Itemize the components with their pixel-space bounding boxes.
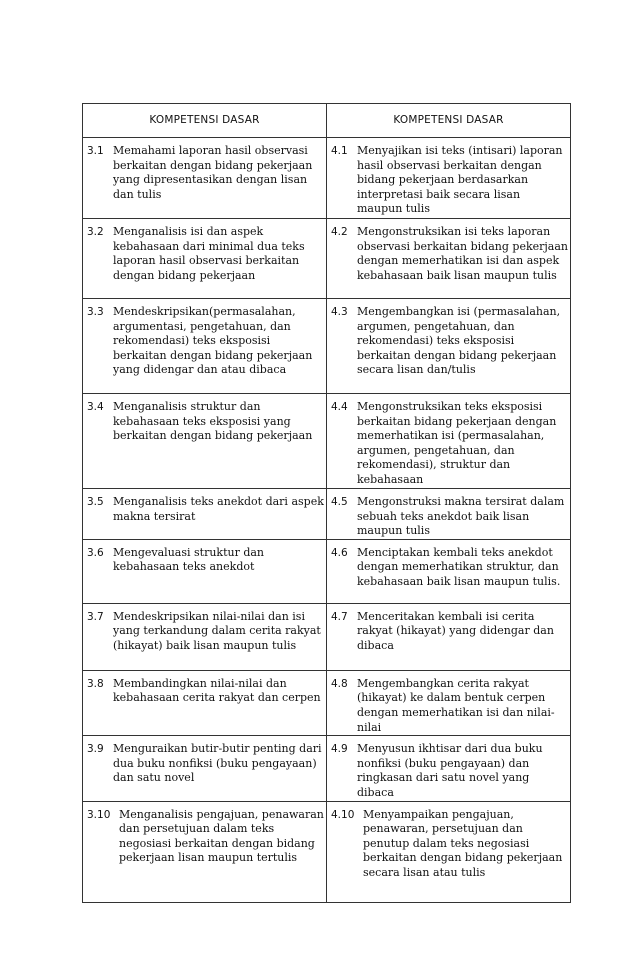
kd-text: Menganalisis isi dan aspek kebahasaan dari minimal dua teks laporan hasil observasi berkaitan dengan bidang pekerjaan	[113, 225, 305, 282]
table-row	[83, 736, 571, 801]
kd-cell-right	[327, 489, 571, 540]
kd-number: 3.5	[87, 496, 104, 508]
kd-item	[87, 610, 324, 654]
kd-item	[331, 305, 568, 378]
kd-item	[331, 742, 568, 800]
kd-item	[87, 546, 324, 575]
table-row	[83, 670, 571, 735]
kd-item	[87, 742, 324, 786]
kd-text: Mendeskripsikan(permasalahan, argumentasi, pengetahuan, dan rekomendasi) teks eksposisi berkaitan dengan bidang pekerjaan yang didengar dan atau dibaca	[113, 305, 313, 377]
kd-text: Menganalisis struktur dan kebahasaan teks eksposisi yang berkaitan dengan bidang pekerjaan	[113, 400, 313, 443]
kd-item	[331, 495, 568, 539]
kd-cell-left	[83, 489, 327, 540]
kd-item	[87, 808, 324, 866]
kd-cell-left	[83, 801, 327, 902]
kd-item	[87, 677, 324, 706]
kd-text: Mengonstruksikan isi teks laporan observasi berkaitan bidang pekerjaan dengan memerhatikan isi dan aspek kebahasaan baik lisan maupun tulis	[357, 225, 568, 282]
kd-number: 4.9	[331, 743, 348, 756]
table-row	[83, 299, 571, 394]
kd-cell-left	[83, 670, 327, 735]
table-row	[83, 603, 571, 670]
kd-cell-right	[327, 603, 571, 670]
kd-text: Mengonstruksi makna tersirat dalam sebuah teks anekdot baik lisan maupun tulis	[357, 495, 565, 538]
kd-number: 3.7	[87, 610, 104, 623]
kd-item	[331, 144, 568, 217]
kd-text: Menganalisis pengajuan, penawaran dan persetujuan dalam teks negosiasi berkaitan dengan bidang pekerjaan lisan maupun tertulis	[119, 807, 324, 865]
header-left: KOMPETENSI DASAR	[83, 104, 327, 138]
kd-cell-left	[83, 219, 327, 299]
kd-number: 4.4	[331, 401, 348, 413]
kd-cell-right	[327, 539, 571, 603]
kd-cell-left	[83, 539, 327, 603]
kd-cell-right	[327, 801, 571, 902]
kd-text: Menceritakan kembali isi cerita rakyat (hikayat) yang didengar dan dibaca	[357, 609, 554, 652]
kd-number: 3.8	[87, 677, 104, 690]
kd-text: Menciptakan kembali teks anekdot dengan memerhatikan struktur, dan kebahasaan baik lisan maupun tulis.	[357, 545, 561, 588]
kd-number: 4.8	[331, 677, 348, 690]
kd-text: Menguraikan butir-butir penting dari dua buku nonfiksi (buku pengayaan) dan satu novel	[113, 742, 322, 785]
kd-cell-right	[327, 138, 571, 219]
table-row	[83, 489, 571, 540]
kd-text: Memahami laporan hasil observasi berkaitan dengan bidang pekerjaan yang dipresentasikan dengan lisan dan tulis	[113, 144, 313, 201]
kd-number: 4.5	[331, 496, 348, 508]
table-row	[83, 801, 571, 902]
kd-text: Menganalisis teks anekdot dari aspek makna tersirat	[113, 495, 324, 523]
table-row	[83, 394, 571, 489]
kd-text: Mengonstruksikan teks eksposisi berkaitan bidang pekerjaan dengan memerhatikan isi (permasalahan, argumen, pengetahuan, dan rekomendasi), struktur dan kebahasaan	[357, 400, 557, 486]
kd-text: Menyusun ikhtisar dari dua buku nonfiksi (buku pengayaan) dan ringkasan dari satu novel yang dibaca	[357, 742, 543, 799]
kd-item	[87, 225, 324, 283]
kd-item	[87, 400, 324, 444]
table-header-row	[83, 104, 571, 138]
kd-item	[331, 677, 568, 735]
kd-number: 3.4	[87, 401, 104, 413]
kd-cell-left	[83, 603, 327, 670]
kd-cell-right	[327, 219, 571, 299]
kd-number: 4.3	[331, 306, 348, 318]
kd-text: Mengembangkan isi (permasalahan, argumen, pengetahuan, dan rekomendasi) teks eksposisi berkaitan dengan bidang pekerjaan secara lisan dan/tulis	[357, 305, 561, 377]
kd-number: 3.6	[87, 546, 104, 559]
kd-item	[331, 546, 568, 590]
kd-item	[331, 610, 568, 654]
kd-number: 4.10	[331, 808, 355, 821]
kd-cell-right	[327, 299, 571, 394]
kd-cell-left	[83, 394, 327, 489]
kd-text: Mengembangkan cerita rakyat (hikayat) ke dalam bentuk cerpen dengan memerhatikan isi dan nilai-nilai	[357, 676, 555, 734]
kd-text: Menyampaikan pengajuan, penawaran, persetujuan dan penutup dalam teks negosiasi berkaitan dengan bidang pekerjaan secara lisan atau tulis	[363, 807, 563, 879]
kd-item	[87, 495, 324, 524]
kd-item	[331, 400, 568, 488]
kd-item	[87, 144, 324, 202]
kd-text: Menyajikan isi teks (intisari) laporan hasil observasi berkaitan dengan bidang pekerjaan berdasarkan interpretasi baik secara lisan maupun tulis	[357, 144, 563, 216]
kd-number: 3.3	[87, 306, 104, 318]
kd-number: 3.9	[87, 743, 104, 756]
kd-item	[87, 305, 324, 378]
header-right: KOMPETENSI DASAR	[327, 104, 571, 138]
kd-number: 3.10	[87, 808, 111, 821]
kd-number: 3.2	[87, 226, 104, 238]
kd-number: 3.1	[87, 145, 104, 157]
kd-number: 4.1	[331, 145, 348, 157]
kd-number: 4.2	[331, 226, 348, 238]
kd-number: 4.6	[331, 546, 348, 559]
kd-text: Mengevaluasi struktur dan kebahasaan teks anekdot	[113, 545, 265, 574]
table-row	[83, 219, 571, 299]
kd-cell-right	[327, 736, 571, 801]
table-row	[83, 539, 571, 603]
kd-cell-left	[83, 299, 327, 394]
kd-number: 4.7	[331, 610, 348, 623]
kd-text: Membandingkan nilai-nilai dan kebahasaan cerita rakyat dan cerpen	[113, 676, 321, 705]
kd-cell-right	[327, 670, 571, 735]
table-row	[83, 138, 571, 219]
kd-text: Mendeskripsikan nilai-nilai dan isi yang terkandung dalam cerita rakyat (hikayat) baik lisan maupun tulis	[113, 609, 321, 652]
kompetensi-dasar-table	[82, 103, 571, 903]
kd-cell-right	[327, 394, 571, 489]
kd-item	[331, 808, 568, 881]
kd-cell-left	[83, 736, 327, 801]
table-body	[83, 138, 571, 903]
kd-cell-left	[83, 138, 327, 219]
kd-item	[331, 225, 568, 283]
